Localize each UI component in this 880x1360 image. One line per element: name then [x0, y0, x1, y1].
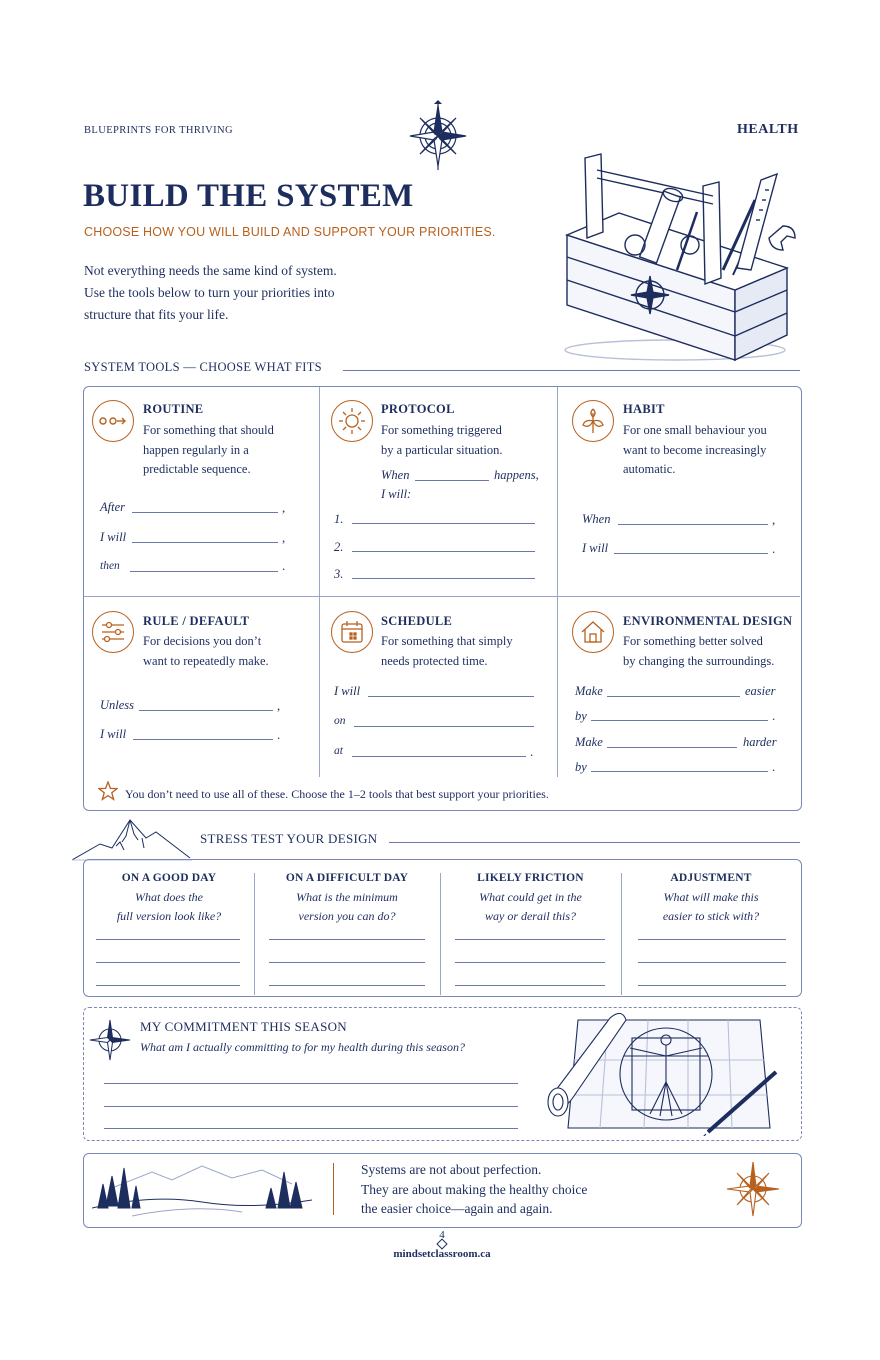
- commitment-field-2[interactable]: [104, 1106, 518, 1107]
- tools-divider-v2: [557, 387, 558, 777]
- series-label: BLUEPRINTS FOR THRIVING: [84, 125, 234, 136]
- page-number: 4: [439, 1229, 445, 1241]
- schedule-calendar-icon: [331, 611, 373, 653]
- protocol-step3-field[interactable]: [352, 578, 535, 579]
- friction-field-2[interactable]: [455, 962, 605, 963]
- tools-heading-rule: [343, 370, 800, 371]
- routine-title: ROUTINE: [143, 402, 204, 416]
- habit-iwill-field[interactable]: [614, 553, 768, 554]
- stress-test-heading: STRESS TEST YOUR DESIGN: [200, 831, 378, 846]
- routine-then-label: then: [100, 560, 120, 572]
- env-easier-field[interactable]: [607, 696, 740, 697]
- routine-iwill-field[interactable]: [132, 542, 278, 543]
- schedule-title: SCHEDULE: [381, 614, 453, 628]
- habit-title: HABIT: [623, 402, 665, 416]
- env-make-harder-label: Make: [575, 735, 603, 749]
- routine-icon: [92, 400, 134, 442]
- intro-text: Not everything needs the same kind of system. Use the tools below to turn your priorities into structure that fits your life.: [84, 263, 337, 322]
- commitment-field-1[interactable]: [104, 1083, 518, 1084]
- orange-compass-icon: [725, 1160, 781, 1218]
- rule-unless-field[interactable]: [139, 710, 273, 711]
- commitment-heading: MY COMMITMENT THIS SEASON: [140, 1019, 347, 1034]
- quote-divider: [333, 1163, 334, 1215]
- blueprint-figure-illustration: [538, 1010, 783, 1136]
- good-day-field-2[interactable]: [96, 962, 240, 963]
- stress-divider-1: [254, 873, 255, 995]
- stress-divider-2: [440, 873, 441, 995]
- routine-after-field[interactable]: [132, 512, 278, 513]
- routine-desc: For something that should happen regularly in a predictable sequence.: [143, 423, 274, 476]
- environment-house-icon: [572, 611, 614, 653]
- tools-heading: SYSTEM TOOLS — CHOOSE WHAT FITS: [84, 360, 322, 374]
- environment-title: ENVIRONMENTAL DESIGN: [623, 614, 793, 628]
- difficult-day-field-1[interactable]: [269, 939, 425, 940]
- protocol-when-field[interactable]: [415, 480, 489, 481]
- friction-heading: LIKELY FRICTION: [477, 872, 584, 884]
- difficult-day-question: What is the minimum version you can do?: [296, 890, 398, 923]
- friction-field-1[interactable]: [455, 939, 605, 940]
- adjustment-field-3[interactable]: [638, 985, 786, 986]
- habit-when-label: When: [582, 512, 611, 526]
- schedule-desc: For something that simply needs protected time.: [381, 634, 513, 668]
- habit-iwill-label: I will: [582, 541, 609, 555]
- protocol-title: PROTOCOL: [381, 402, 455, 416]
- protocol-step1-field[interactable]: [352, 523, 535, 524]
- env-by-field-1[interactable]: [591, 720, 768, 721]
- rule-iwill-field[interactable]: [133, 739, 273, 740]
- env-make-easier-label: Make: [575, 684, 603, 698]
- schedule-on-label: on: [334, 715, 346, 727]
- page-title: BUILD THE SYSTEM: [83, 178, 414, 214]
- compass-rose-icon: [406, 100, 470, 172]
- adjustment-field-1[interactable]: [638, 939, 786, 940]
- protocol-when-label: When: [381, 468, 410, 482]
- commitment-question: What am I actually committing to for my health during this season?: [140, 1040, 465, 1054]
- schedule-at-label: at: [334, 745, 343, 757]
- small-compass-icon: [88, 1018, 132, 1062]
- habit-sprout-icon: [572, 400, 614, 442]
- protocol-desc: For something triggered by a particular situation.: [381, 423, 503, 457]
- rule-iwill-label: I will: [100, 727, 127, 741]
- friction-field-3[interactable]: [455, 985, 605, 986]
- env-by-field-2[interactable]: [591, 771, 768, 772]
- adjustment-heading: ADJUSTMENT: [670, 872, 752, 884]
- env-by-label-2: by: [575, 760, 587, 774]
- rule-desc: For decisions you don’t want to repeatedly make.: [143, 634, 269, 668]
- protocol-iwill-label: I will:: [381, 487, 412, 501]
- friction-question: What could get in the way or derail this?: [479, 890, 582, 923]
- stress-test-rule: [389, 842, 800, 843]
- protocol-step2-field[interactable]: [352, 551, 535, 552]
- schedule-iwill-label: I will: [334, 684, 361, 698]
- environment-desc: For something better solved by changing the surroundings.: [623, 634, 775, 668]
- good-day-field-1[interactable]: [96, 939, 240, 940]
- page-subtitle: CHOOSE HOW YOU WILL BUILD AND SUPPORT YOUR PRIORITIES.: [84, 225, 496, 239]
- star-icon: [98, 781, 118, 801]
- good-day-heading: ON A GOOD DAY: [121, 872, 217, 884]
- footer-website[interactable]: mindsetclassroom.ca: [393, 1248, 491, 1260]
- habit-when-field[interactable]: [618, 524, 768, 525]
- env-harder-field[interactable]: [607, 747, 737, 748]
- good-day-question: What does the full version look like?: [116, 890, 222, 923]
- difficult-day-heading: ON A DIFFICULT DAY: [285, 872, 409, 884]
- good-day-field-3[interactable]: [96, 985, 240, 986]
- difficult-day-field-3[interactable]: [269, 985, 425, 986]
- rule-unless-label: Unless: [100, 698, 135, 712]
- schedule-at-field[interactable]: [352, 756, 526, 757]
- topic-label: HEALTH: [737, 122, 799, 137]
- mountain-illustration: [72, 814, 192, 862]
- toolbox-illustration: [555, 150, 805, 370]
- tools-tip: You don’t need to use all of these. Choose the 1–2 tools that best support your priorities.: [125, 787, 549, 801]
- adjustment-field-2[interactable]: [638, 962, 786, 963]
- tools-divider-v1: [319, 387, 320, 777]
- difficult-day-field-2[interactable]: [269, 962, 425, 963]
- tools-divider-h: [84, 596, 800, 597]
- closing-quote: Systems are not about perfection. They are about making the healthy choice the easier choice—again and again.: [361, 1162, 588, 1216]
- routine-after-label: After: [100, 500, 125, 514]
- habit-desc: For one small behaviour you want to become increasingly automatic.: [623, 423, 767, 476]
- schedule-iwill-field[interactable]: [368, 696, 534, 697]
- commitment-field-3[interactable]: [104, 1128, 518, 1129]
- forest-landscape-illustration: [92, 1158, 312, 1220]
- routine-then-field[interactable]: [130, 571, 278, 572]
- protocol-sun-icon: [331, 400, 373, 442]
- schedule-on-field[interactable]: [354, 726, 534, 727]
- protocol-happens-label: happens,: [494, 468, 539, 482]
- adjustment-question: What will make this easier to stick with?: [662, 890, 760, 923]
- env-by-label-1: by: [575, 709, 587, 723]
- routine-iwill-label: I will: [100, 530, 127, 544]
- stress-divider-3: [621, 873, 622, 995]
- rule-sliders-icon: [92, 611, 134, 653]
- rule-title: RULE / DEFAULT: [143, 614, 250, 628]
